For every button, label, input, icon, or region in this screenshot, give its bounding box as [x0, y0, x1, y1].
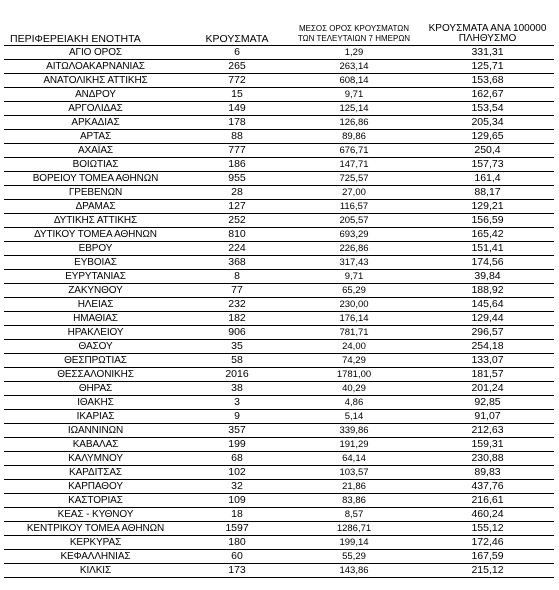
region-cell: ΗΡΑΚΛΕΙΟΥ: [4, 326, 187, 340]
avg-cell: 317,43: [287, 256, 421, 270]
region-cell: ΒΟΡΕΙΟΥ ΤΟΜΕΑ ΑΘΗΝΩΝ: [4, 172, 187, 186]
cases-cell: 224: [187, 242, 287, 256]
region-cell: ΘΕΣΣΑΛΟΝΙΚΗΣ: [4, 368, 187, 382]
per-capita-cell: 153,68: [421, 74, 554, 88]
avg-cell: 608,14: [287, 74, 421, 88]
cases-cell: 88: [187, 130, 287, 144]
table-row: [4, 452, 554, 466]
region-cell: ΚΑΡΠΑΘΟΥ: [4, 480, 187, 494]
per-capita-cell: 254,18: [421, 340, 554, 354]
avg-cell: 8,57: [287, 508, 421, 522]
cases-cell: 6: [187, 46, 287, 60]
region-cell: ΕΥΒΟΙΑΣ: [4, 256, 187, 270]
region-cell: ΔΡΑΜΑΣ: [4, 200, 187, 214]
table-row: [4, 564, 554, 578]
per-capita-cell: 151,41: [421, 242, 554, 256]
cases-cell: 173: [187, 564, 287, 578]
per-capita-cell: 215,12: [421, 564, 554, 578]
region-cell: ΘΗΡΑΣ: [4, 382, 187, 396]
region-cell: ΘΑΣΟΥ: [4, 340, 187, 354]
per-capita-cell: 157,73: [421, 158, 554, 172]
header-cases: ΚΡΟΥΣΜΑΤΑ: [187, 21, 287, 46]
table-row: [4, 410, 554, 424]
per-capita-cell: 331,31: [421, 46, 554, 60]
avg-cell: 263,14: [287, 60, 421, 74]
header-avg-line1: ΜΕΣΟΣ ΟΡΟΣ ΚΡΟΥΣΜΑΤΩΝ: [298, 24, 410, 33]
table-header: [4, 21, 554, 46]
per-capita-cell: 188,92: [421, 284, 554, 298]
avg-cell: 199,14: [287, 536, 421, 550]
per-capita-cell: 129,65: [421, 130, 554, 144]
cases-cell: 58: [187, 354, 287, 368]
cases-cell: 178: [187, 116, 287, 130]
per-capita-cell: 161,4: [421, 172, 554, 186]
table-row: [4, 88, 554, 102]
table-row: [4, 298, 554, 312]
per-capita-cell: 296,57: [421, 326, 554, 340]
per-capita-cell: 250,4: [421, 144, 554, 158]
avg-cell: 24,00: [287, 340, 421, 354]
table-row: [4, 424, 554, 438]
per-capita-cell: 167,59: [421, 550, 554, 564]
region-cell: ΙΘΑΚΗΣ: [4, 396, 187, 410]
cases-cell: 77: [187, 284, 287, 298]
per-capita-cell: 181,57: [421, 368, 554, 382]
cases-cell: 777: [187, 144, 287, 158]
avg-cell: 65,29: [287, 284, 421, 298]
header-per-line1: ΚΡΟΥΣΜΑΤΑ ΑΝΑ 100000: [428, 23, 547, 34]
region-cell: ΓΡΕΒΕΝΩΝ: [4, 186, 187, 200]
region-cell: ΑΡΓΟΛΙΔΑΣ: [4, 102, 187, 116]
avg-cell: 725,57: [287, 172, 421, 186]
table-row: [4, 326, 554, 340]
cases-cell: 18: [187, 508, 287, 522]
per-capita-cell: 88,17: [421, 186, 554, 200]
avg-cell: 21,86: [287, 480, 421, 494]
region-cell: ΚΙΛΚΙΣ: [4, 564, 187, 578]
region-cell: ΙΚΑΡΙΑΣ: [4, 410, 187, 424]
table-row: [4, 116, 554, 130]
table-row: [4, 74, 554, 88]
table-row: [4, 354, 554, 368]
table-row: [4, 270, 554, 284]
table-row: [4, 312, 554, 326]
table-row: [4, 144, 554, 158]
header-per-line2: ΠΛΗΘΥΣΜΟ: [458, 33, 517, 44]
region-cell: ΑΡΚΑΔΙΑΣ: [4, 116, 187, 130]
cases-cell: 127: [187, 200, 287, 214]
cases-cell: 32: [187, 480, 287, 494]
avg-cell: 116,57: [287, 200, 421, 214]
per-capita-cell: 39,84: [421, 270, 554, 284]
per-capita-cell: 129,44: [421, 312, 554, 326]
region-cell: ΚΕΡΚΥΡΑΣ: [4, 536, 187, 550]
avg-cell: 1286,71: [287, 522, 421, 536]
region-cell: ΑΡΤΑΣ: [4, 130, 187, 144]
avg-cell: 143,86: [287, 564, 421, 578]
per-capita-cell: 129,21: [421, 200, 554, 214]
avg-cell: 781,71: [287, 326, 421, 340]
region-cell: ΖΑΚΥΝΘΟΥ: [4, 284, 187, 298]
avg-cell: 4,86: [287, 396, 421, 410]
region-cell: ΑΧΑΪΑΣ: [4, 144, 187, 158]
region-cell: ΚΕΑΣ - ΚΥΘΝΟΥ: [4, 508, 187, 522]
region-cell: ΕΒΡΟΥ: [4, 242, 187, 256]
region-cell: ΚΑΡΔΙΤΣΑΣ: [4, 466, 187, 480]
header-avg-line2: ΤΩΝ ΤΕΛΕΥΤΑΙΩΝ 7 ΗΜΕΡΩΝ: [297, 34, 411, 43]
table-row: [4, 158, 554, 172]
table-row: [4, 550, 554, 564]
table-row: [4, 522, 554, 536]
avg-cell: 230,00: [287, 298, 421, 312]
cases-cell: 60: [187, 550, 287, 564]
region-cell: ΘΕΣΠΡΩΤΙΑΣ: [4, 354, 187, 368]
per-capita-cell: 91,07: [421, 410, 554, 424]
cases-cell: 810: [187, 228, 287, 242]
cases-cell: 1597: [187, 522, 287, 536]
cases-cell: 180: [187, 536, 287, 550]
avg-cell: 339,86: [287, 424, 421, 438]
avg-cell: 126,86: [287, 116, 421, 130]
cases-cell: 149: [187, 102, 287, 116]
avg-cell: 83,86: [287, 494, 421, 508]
cases-cell: 186: [187, 158, 287, 172]
table-row: [4, 466, 554, 480]
region-cell: ΚΕΝΤΡΙΚΟΥ ΤΟΜΕΑ ΑΘΗΝΩΝ: [4, 522, 187, 536]
cases-table: [4, 21, 554, 578]
header-per-capita: [421, 21, 554, 46]
cases-cell: 68: [187, 452, 287, 466]
header-avg: [287, 21, 421, 46]
table-row: [4, 284, 554, 298]
table-row: [4, 340, 554, 354]
region-cell: ΚΑΒΑΛΑΣ: [4, 438, 187, 452]
avg-cell: 9,71: [287, 88, 421, 102]
table-row: [4, 396, 554, 410]
cases-cell: 252: [187, 214, 287, 228]
avg-cell: 9,71: [287, 270, 421, 284]
table-row: [4, 186, 554, 200]
avg-cell: 74,29: [287, 354, 421, 368]
avg-cell: 89,86: [287, 130, 421, 144]
region-cell: ΚΑΣΤΟΡΙΑΣ: [4, 494, 187, 508]
cases-cell: 2016: [187, 368, 287, 382]
per-capita-cell: 159,31: [421, 438, 554, 452]
region-cell: ΔΥΤΙΚΗΣ ΑΤΤΙΚΗΣ: [4, 214, 187, 228]
avg-cell: 147,71: [287, 158, 421, 172]
avg-cell: 27,00: [287, 186, 421, 200]
avg-cell: 205,57: [287, 214, 421, 228]
per-capita-cell: 165,42: [421, 228, 554, 242]
table-body: [4, 46, 554, 578]
avg-cell: 191,29: [287, 438, 421, 452]
region-cell: ΑΝΑΤΟΛΙΚΗΣ ΑΤΤΙΚΗΣ: [4, 74, 187, 88]
table-row: [4, 200, 554, 214]
region-cell: ΕΥΡΥΤΑΝΙΑΣ: [4, 270, 187, 284]
avg-cell: 693,29: [287, 228, 421, 242]
avg-cell: 103,57: [287, 466, 421, 480]
region-cell: ΗΛΕΙΑΣ: [4, 298, 187, 312]
avg-cell: 1781,00: [287, 368, 421, 382]
region-cell: ΚΑΛΥΜΝΟΥ: [4, 452, 187, 466]
cases-cell: 772: [187, 74, 287, 88]
cases-cell: 368: [187, 256, 287, 270]
per-capita-cell: 145,64: [421, 298, 554, 312]
table-row: [4, 494, 554, 508]
cases-cell: 357: [187, 424, 287, 438]
region-cell: ΚΕΦΑΛΛΗΝΙΑΣ: [4, 550, 187, 564]
table-row: [4, 368, 554, 382]
avg-cell: 64,14: [287, 452, 421, 466]
region-cell: ΑΓΙΟ ΟΡΟΣ: [4, 46, 187, 60]
table-row: [4, 382, 554, 396]
avg-cell: 226,86: [287, 242, 421, 256]
table-row: [4, 60, 554, 74]
header-row: [4, 21, 554, 46]
region-cell: ΔΥΤΙΚΟΥ ΤΟΜΕΑ ΑΘΗΝΩΝ: [4, 228, 187, 242]
per-capita-cell: 156,59: [421, 214, 554, 228]
per-capita-cell: 216,61: [421, 494, 554, 508]
per-capita-cell: 89,83: [421, 466, 554, 480]
header-region: ΠΕΡΙΦΕΡΕΙΑΚΗ ΕΝΟΤΗΤΑ: [4, 21, 187, 46]
per-capita-cell: 437,76: [421, 480, 554, 494]
table-row: [4, 46, 554, 60]
table-row: [4, 242, 554, 256]
table-row: [4, 256, 554, 270]
per-capita-cell: 155,12: [421, 522, 554, 536]
cases-cell: 182: [187, 312, 287, 326]
per-capita-cell: 153,54: [421, 102, 554, 116]
region-cell: ΒΟΙΩΤΙΑΣ: [4, 158, 187, 172]
cases-cell: 265: [187, 60, 287, 74]
cases-cell: 38: [187, 382, 287, 396]
table-row: [4, 102, 554, 116]
table-row: [4, 172, 554, 186]
cases-cell: 28: [187, 186, 287, 200]
per-capita-cell: 230,88: [421, 452, 554, 466]
per-capita-cell: 460,24: [421, 508, 554, 522]
avg-cell: 40,29: [287, 382, 421, 396]
avg-cell: 125,14: [287, 102, 421, 116]
table-row: [4, 438, 554, 452]
cases-cell: 15: [187, 88, 287, 102]
region-cell: ΑΝΔΡΟΥ: [4, 88, 187, 102]
table-row: [4, 508, 554, 522]
table-row: [4, 214, 554, 228]
cases-cell: 232: [187, 298, 287, 312]
per-capita-cell: 133,07: [421, 354, 554, 368]
avg-cell: 676,71: [287, 144, 421, 158]
cases-cell: 102: [187, 466, 287, 480]
per-capita-cell: 205,34: [421, 116, 554, 130]
region-cell: ΗΜΑΘΙΑΣ: [4, 312, 187, 326]
cases-cell: 906: [187, 326, 287, 340]
per-capita-cell: 162,67: [421, 88, 554, 102]
cases-cell: 8: [187, 270, 287, 284]
per-capita-cell: 174,56: [421, 256, 554, 270]
per-capita-cell: 172,46: [421, 536, 554, 550]
cases-cell: 199: [187, 438, 287, 452]
region-cell: ΑΙΤΩΛΟΑΚΑΡΝΑΝΙΑΣ: [4, 60, 187, 74]
cases-cell: 109: [187, 494, 287, 508]
cases-cell: 9: [187, 410, 287, 424]
table-row: [4, 228, 554, 242]
table-row: [4, 536, 554, 550]
region-cell: ΙΩΑΝΝΙΝΩΝ: [4, 424, 187, 438]
avg-cell: 55,29: [287, 550, 421, 564]
cases-cell: 35: [187, 340, 287, 354]
cases-cell: 3: [187, 396, 287, 410]
table-row: [4, 480, 554, 494]
per-capita-cell: 92,85: [421, 396, 554, 410]
avg-cell: 1,29: [287, 46, 421, 60]
cases-cell: 955: [187, 172, 287, 186]
avg-cell: 176,14: [287, 312, 421, 326]
avg-cell: 5,14: [287, 410, 421, 424]
table-row: [4, 130, 554, 144]
per-capita-cell: 201,24: [421, 382, 554, 396]
per-capita-cell: 125,71: [421, 60, 554, 74]
per-capita-cell: 212,63: [421, 424, 554, 438]
